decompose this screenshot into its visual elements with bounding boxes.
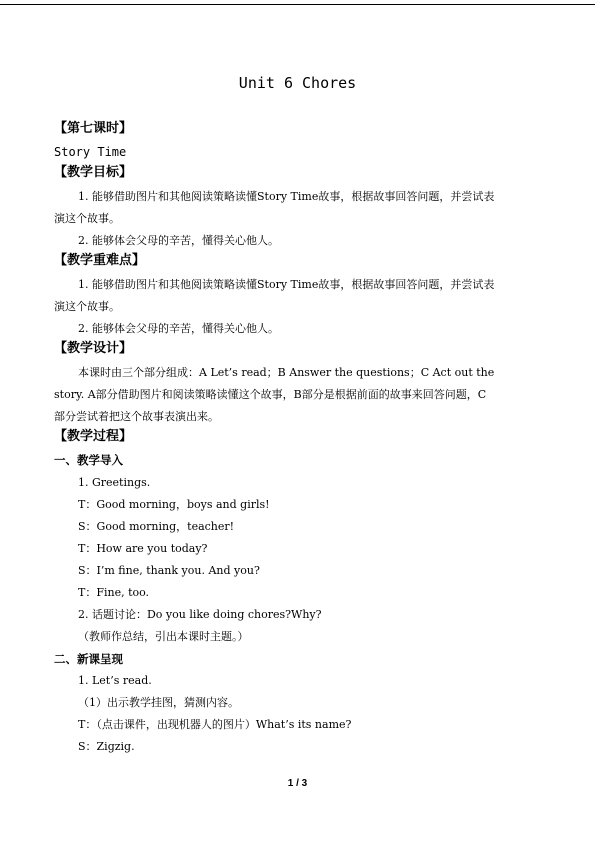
document-title: Unit 6 Chores xyxy=(238,74,357,92)
part2-heading: 二、新课呈现 xyxy=(54,652,123,666)
keypoints-heading: 【教学重难点】 xyxy=(54,253,146,268)
part1-line: （教师作总结，引出本课时主题。） xyxy=(78,630,249,643)
part1-heading: 一、教学导入 xyxy=(54,453,123,467)
goals-item-1-line-1: 1. 能够借助图片和其他阅读策略读懂Story Time故事，根据故事回答问题，并尝试表 xyxy=(78,190,495,203)
part1-line: 1. Greetings. xyxy=(78,476,151,489)
design-line-3: 部分尝试着把这个故事表演出来。 xyxy=(54,410,219,423)
part2-line: （1）出示教学挂图，猜测内容。 xyxy=(78,696,239,709)
design-heading: 【教学设计】 xyxy=(54,341,133,356)
part1-line: 2. 话题讨论：Do you like doing chores?Why? xyxy=(78,608,322,621)
design-line-1: 本课时由三个部分组成：A Let’s read；B Answer the questions；C Act out the xyxy=(78,366,495,379)
part2-line: T：（点击课件，出现机器人的图片）What’s its name? xyxy=(78,718,352,731)
part1-line: T：Good morning，boys and girls! xyxy=(78,498,270,511)
part1-line: S：I’m fine, thank you. And you? xyxy=(78,564,260,577)
part1-line: T：Fine, too. xyxy=(78,586,150,599)
lesson-topic: Story Time xyxy=(54,145,127,159)
keypoints-item-1-line-1: 1. 能够借助图片和其他阅读策略读懂Story Time故事，根据故事回答问题，并尝试表 xyxy=(78,278,495,291)
lesson-label: 【第七课时】 xyxy=(54,121,133,136)
page-number: 1 / 3 xyxy=(287,778,308,789)
part2-line: 1. Let’s read. xyxy=(78,674,152,687)
design-line-2: story. A部分借助图片和阅读策略读懂这个故事，B部分是根据前面的故事来回答问题，C xyxy=(54,388,487,401)
part1-line: S：Good morning，teacher! xyxy=(78,520,235,533)
part1-line: T：How are you today? xyxy=(78,542,208,555)
keypoints-item-2: 2. 能够体会父母的辛苦，懂得关心他人。 xyxy=(78,322,279,335)
process-heading: 【教学过程】 xyxy=(54,429,133,444)
goals-item-1-line-2: 演这个故事。 xyxy=(54,212,120,225)
keypoints-item-1-line-2: 演这个故事。 xyxy=(54,300,120,313)
part2-line: S：Zigzig. xyxy=(78,740,135,753)
goals-item-2: 2. 能够体会父母的辛苦，懂得关心他人。 xyxy=(78,234,279,247)
goals-heading: 【教学目标】 xyxy=(54,165,133,180)
top-rule xyxy=(0,4,595,5)
